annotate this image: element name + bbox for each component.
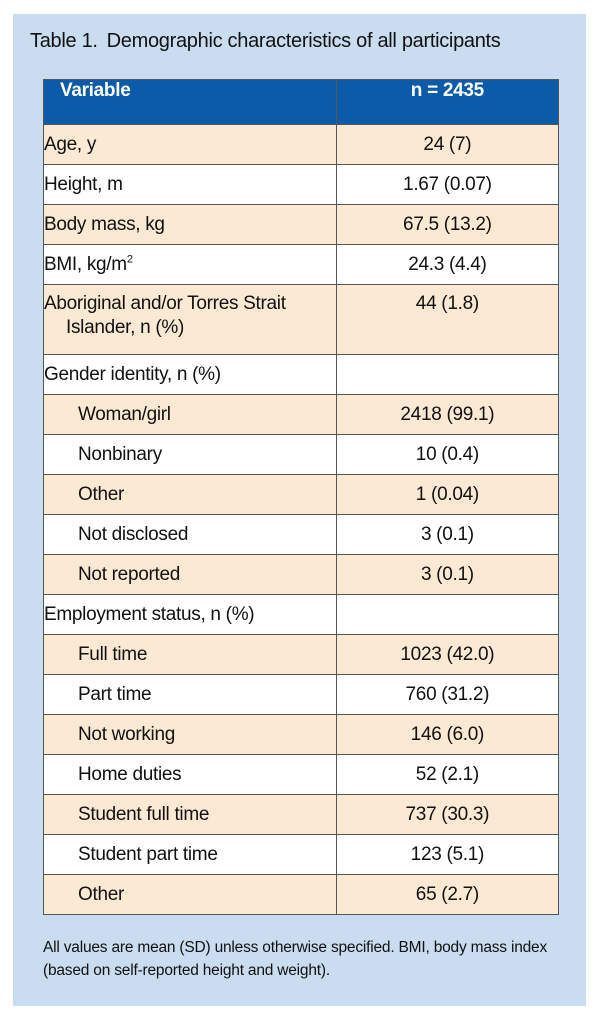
table-row [44,435,559,475]
table-row [44,245,559,285]
row-value: 24 (7) [336,125,558,165]
table-footnote: All values are mean (SD) unless otherwise specified. BMI, body mass index (based on self-reported height and weight). [43,939,548,979]
table-row [44,675,559,715]
table-row [44,475,559,515]
row-value: 1.67 (0.07) [336,165,558,205]
row-value: 1023 (42.0) [336,635,558,675]
table-row [44,125,559,165]
row-value [336,355,558,395]
table-row [44,875,559,915]
row-label: Height, m [44,165,337,205]
table-section-row [44,595,559,635]
table-row [44,515,559,555]
row-label: Not reported [44,555,337,595]
row-value: 3 (0.1) [336,555,558,595]
row-value: 52 (2.1) [336,755,558,795]
bmi-label-text: BMI, kg/m [44,254,127,275]
table-caption-title: Demographic characteristics of all participants [106,30,501,52]
row-value: 146 (6.0) [336,715,558,755]
row-value: 123 (5.1) [336,835,558,875]
table-row [44,715,559,755]
row-label: Other [44,475,337,515]
row-value: 10 (0.4) [336,435,558,475]
table-row [44,285,559,355]
row-label: Age, y [44,125,337,165]
row-label: Not disclosed [44,515,337,555]
row-value: 24.3 (4.4) [336,245,558,285]
table-caption [30,30,501,53]
table-header-row [44,80,559,125]
row-label: Body mass, kg [44,205,337,245]
table-section-row [44,355,559,395]
header-n: n = 2435 [336,80,558,125]
row-value: 737 (30.3) [336,795,558,835]
row-label: Student full time [44,795,337,835]
row-value: 760 (31.2) [336,675,558,715]
row-label: Woman/girl [44,395,337,435]
row-label-line2: Islander, n (%) [66,317,184,338]
section-label-employment: Employment status, n (%) [44,595,337,635]
row-label: Home duties [44,755,337,795]
row-label: Part time [44,675,337,715]
row-value: 3 (0.1) [336,515,558,555]
table-row [44,165,559,205]
row-label [44,285,337,355]
table-row [44,795,559,835]
row-value: 65 (2.7) [336,875,558,915]
section-label-gender: Gender identity, n (%) [44,355,337,395]
table-row [44,395,559,435]
table-row [44,755,559,795]
demographics-table [43,79,559,915]
row-value: 2418 (99.1) [336,395,558,435]
row-value: 1 (0.04) [336,475,558,515]
row-value: 44 (1.8) [336,285,558,355]
header-variable: Variable [44,80,337,125]
row-value: 67.5 (13.2) [336,205,558,245]
table-row [44,555,559,595]
row-label: Not working [44,715,337,755]
table-row [44,205,559,245]
row-label: Other [44,875,337,915]
row-label: Student part time [44,835,337,875]
table-caption-number: Table 1. [30,30,98,52]
row-label-line1: Aboriginal and/or Torres Strait [44,293,286,314]
table-row [44,835,559,875]
row-label [44,245,337,285]
table-row [44,635,559,675]
row-value [336,595,558,635]
row-label: Nonbinary [44,435,337,475]
bmi-label-superscript: 2 [126,253,133,266]
row-label: Full time [44,635,337,675]
